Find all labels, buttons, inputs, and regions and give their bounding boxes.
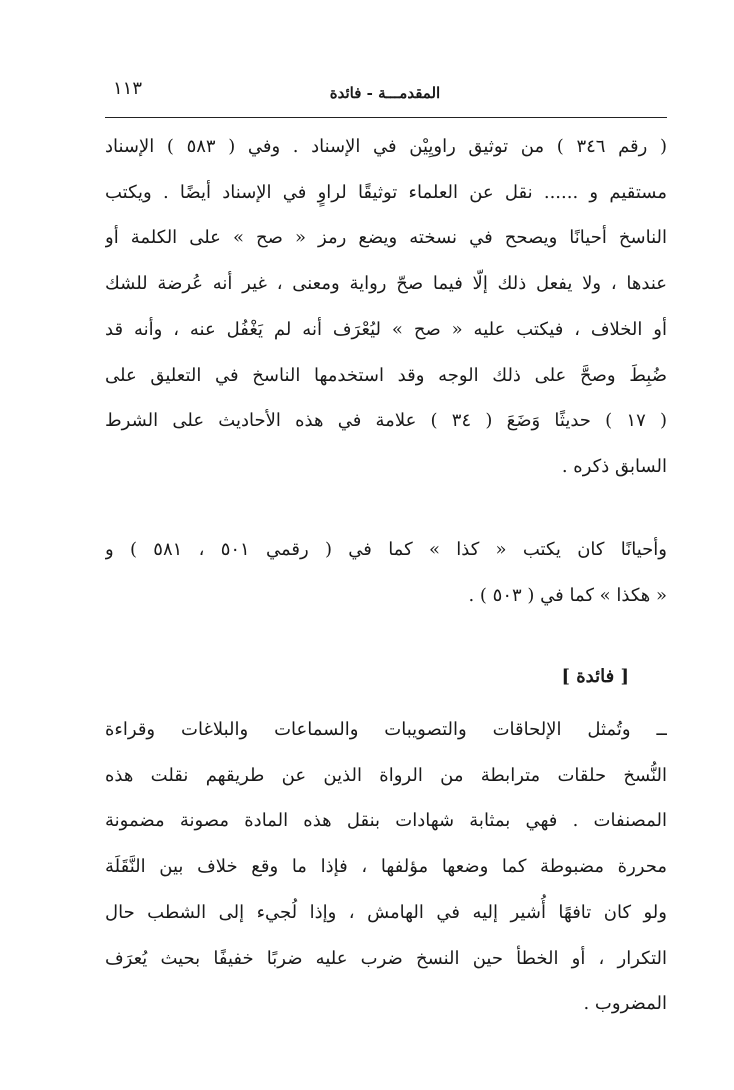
text-line: عندها ، ولا يفعل ذلك إلّا فيما صحّ رواية ومعنى ، غير أنه عُرضة للشك — [105, 273, 667, 295]
text-line: مستقيم و ...... نقل عن العلماء توثيقًا لراوٍ في الإسناد أيضًا . ويكتب — [105, 181, 667, 203]
text-line: وأحيانًا كان يكتب « كذا » كما في ( رقمي ٥٠١ ، ٥٨١ ) و — [105, 539, 667, 560]
text-line: السابق ذكره . — [561, 455, 667, 477]
page-header — [105, 76, 665, 116]
text-line: ــ وتُمثل الإلحاقات والتصويبات والسماعات والبلاغات وقراءة — [105, 719, 667, 740]
text-line: التكرار ، أو الخطأ حين النسخ ضرب عليه ضربًا خفيفًا بحيث يُعرَف — [105, 947, 667, 969]
text-line: المصنفات . فهي بمثابة شهادات بنقل هذه المادة مصونة مضمونة — [105, 810, 667, 832]
text-line: النُّسخ حلقات مترابطة من الرواة الذين عن طريقهم نقلت هذه — [105, 764, 667, 786]
text-line: محررة مضبوطة كما وضعها مؤلفها ، فإذا ما وقع خلاف بين النَّقَلَة — [105, 856, 667, 878]
paragraph-faidah — [105, 707, 667, 1027]
text-line: الناسخ أحيانًا ويصحح في نسخته ويضع رمز « صح » على الكلمة أو — [105, 227, 667, 249]
running-title: المقدمـــة - فائدة — [329, 84, 441, 102]
page-number: ١١٣ — [113, 78, 143, 99]
text-line: المضروب . — [583, 993, 667, 1015]
text-line: ( رقم ٣٤٦ ) من توثيق راويِيْن في الإسناد . وفي ( ٥٨٣ ) الإسناد — [105, 136, 667, 157]
text-line: أو الخلاف ، فيكتب عليه « صح » ليُعْرَف أنه لم يَغْفُل عنه ، وأنه قد — [105, 318, 667, 340]
text-line: ضُبِطَ وصحَّ على ذلك الوجه وقد استخدمها الناسخ في التعليق على — [105, 364, 667, 386]
header-divider — [105, 117, 667, 118]
paragraph-kadha — [105, 527, 667, 618]
section-heading: [ فائدة ] — [561, 666, 629, 687]
text-line: ولو كان تافهًا أُشير إليه في الهامش ، وإذا لُجيء إلى الشطب حال — [105, 901, 667, 923]
paragraph-ijazah-symbols — [105, 124, 667, 490]
text-line: ( ١٧ ) حديثًا وَضَعَ ( ٣٤ ) علامة في هذه الأحاديث على الشرط — [105, 410, 667, 432]
text-line: « هكذا » كما في ( ٥٠٣ ) . — [468, 584, 667, 606]
